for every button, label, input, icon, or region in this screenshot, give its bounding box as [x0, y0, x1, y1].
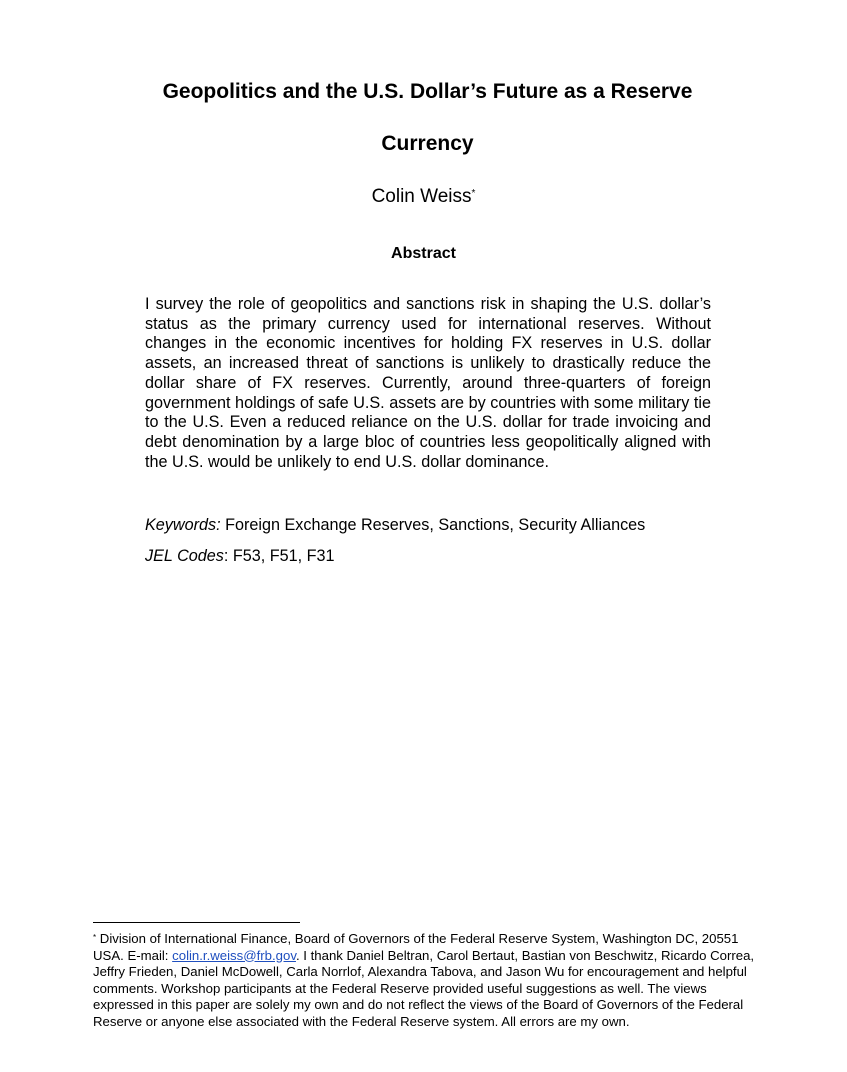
author-footnote-mark: * — [471, 188, 476, 199]
footnote-divider — [93, 922, 300, 923]
keywords-text: Foreign Exchange Reserves, Sanctions, Security Alliances — [220, 516, 646, 534]
footnote — [93, 931, 759, 1030]
footnote-text-before-email: Division of International Finance, Board of Governors of the Federal Reserve System, Washington DC, 20551 USA. E-mail: — [93, 931, 739, 963]
paper-title — [100, 66, 755, 170]
keywords-label: Keywords: — [145, 516, 221, 534]
abstract-heading: Abstract — [391, 245, 456, 262]
keywords-line — [145, 514, 745, 536]
footnote-text-after-email: . I thank Daniel Beltran, Carol Bertaut, Bastian von Beschwitz, Ricardo Correa, Jeffry Frieden, Daniel McDowell, Carla Norrlof, Alexandra Tabova, and Jason Wu for encouragement and helpful comments. Workshop participants at the Federal Reserve provided useful suggestions as well. The views expressed in this paper are solely my own and do not reflect the views of the Board of Governors of the Federal Reserve or anyone else associated with the Federal Reserve system. All errors are my own. — [93, 947, 755, 1029]
author-line — [0, 185, 847, 209]
jel-codes-line — [145, 545, 745, 567]
abstract-body: I survey the role of geopolitics and sanctions risk in shaping the U.S. dollar’s status as the primary currency used for international reserves. Without changes in the economic incentives for holding FX reserves in U.S. dollar assets, an increased threat of sanctions is unlikely to drastically reduce the dollar share of FX reserves. Currently, around three-quarters of foreign government holdings of safe U.S. assets are by countries with some military tie to the U.S. Even a reduced reliance on the U.S. dollar for trade invoicing and debt denomination by a large bloc of countries less geopolitically aligned with the U.S. would be unlikely to end U.S. dollar dominance. — [145, 295, 711, 471]
paper-title-line-1: Geopolitics and the U.S. Dollar’s Future as a Reserve — [162, 80, 693, 103]
author-name: Colin Weiss — [371, 186, 472, 207]
footnote-mark: * — [93, 933, 97, 942]
paper-title-line-2: Currency — [381, 132, 474, 155]
jel-codes-text: : F53, F51, F31 — [223, 547, 335, 565]
jel-codes-label: JEL Codes — [145, 547, 224, 565]
email-link[interactable]: colin.r.weiss@frb.gov — [172, 947, 296, 963]
